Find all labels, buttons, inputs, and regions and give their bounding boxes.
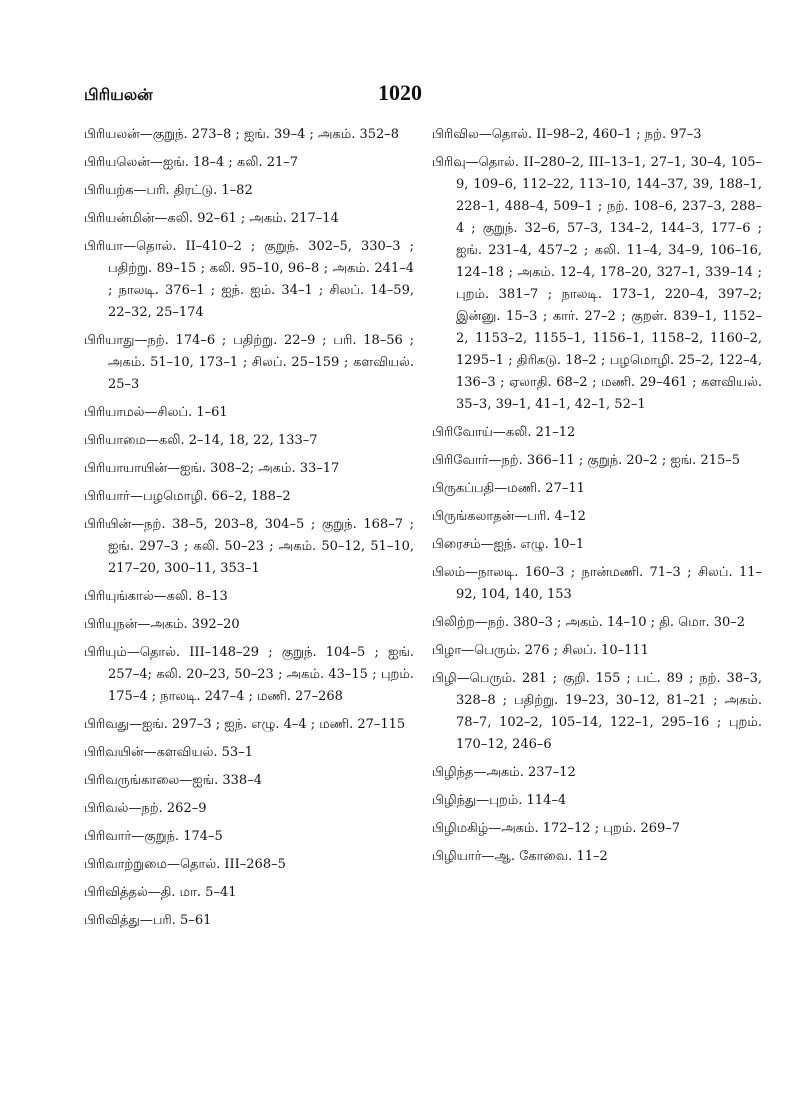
entry-references: —பழமொழி. 66–2, 188–2 bbox=[129, 489, 291, 504]
index-entry bbox=[432, 422, 762, 444]
entry-headword: பிரியன்மின் bbox=[84, 211, 155, 226]
entry-references: —ஐங். 297–3 ; ஐந். எழு. 4–4 ; மணி. 27–115 bbox=[128, 717, 406, 732]
entry-headword: பிரியாமை bbox=[84, 433, 146, 448]
entry-references: —ஐங். 338–4 bbox=[179, 773, 262, 788]
left-column bbox=[84, 124, 414, 938]
entry-headword: பிரியற்க bbox=[84, 183, 134, 198]
entry-headword: பிழா bbox=[432, 643, 462, 658]
index-entry bbox=[84, 614, 414, 636]
index-entry bbox=[84, 826, 414, 848]
entry-references: —புறம். 114–4 bbox=[476, 793, 567, 808]
entry-references: —தொல். II–280–2, III–13–1, 27–1, 30–4, 105–9, 109–6, 112–22, 113–10, 144–37, 39, 188–1, 228–1, 488–4, 509–1 ; நற். 108–6, 237–3, 288–4 ; குறுந். 32–6, 57–3, 134–2, 144–3, 177–6 ; ஐங். 231–4, 457–2 ; கலி. 11–4, 34–9, 106–16, 124–18 ; அகம். 12–4, 178–20, 327–1, 339–14 ; புறம். 381–7 ; நாலடி. 173–1, 220–4, 397–2; இன்னு. 15–3 ; கார். 27–2 ; குறள். 839–1, 1152–2, 1153–2, 1155–1, 1156–1, 1158–2, 1160–2, 1295–1 ; திரிகடு. 18–2 ; பழமொழி. 25–2, 122–4, 136–3 ; ஏலாதி. 68–2 ; மணி. 29–461 ; களவியல். 35–3, 39–1, 41–1, 42–1, 52–1 bbox=[456, 155, 762, 412]
entry-headword: பிரைசம் bbox=[432, 537, 481, 552]
index-entry bbox=[84, 770, 414, 792]
entry-references: —நற். 366–11 ; குறுந். 20–2 ; ஐங். 215–5 bbox=[488, 453, 741, 468]
index-entry bbox=[432, 124, 762, 146]
entry-headword: பிரிவருங்காலை bbox=[84, 773, 180, 788]
entry-references: —நற். 174–6 ; பதிற்று. 22–9 ; பரி. 18–56 ; அகம். 51–10, 173–1 ; சிலப். 25–159 ; களவியல். 25–3 bbox=[108, 333, 414, 392]
entry-headword: பிரியலென் bbox=[84, 155, 150, 170]
entry-references: —நாலடி. 160–3 ; நான்மணி. 71–3 ; சிலப். 11–92, 104, 140, 153 bbox=[456, 565, 762, 602]
entry-references: —பரி. திரட்டு. 1–82 bbox=[133, 183, 253, 198]
entry-references: —கலி. 8–13 bbox=[153, 589, 228, 604]
entry-headword: பிரியாது bbox=[84, 333, 135, 348]
index-entry bbox=[84, 586, 414, 608]
entry-references: —கலி. 2–14, 18, 22, 133–7 bbox=[145, 433, 318, 448]
entry-references: —தொல். III–268–5 bbox=[166, 857, 286, 872]
entry-headword: பிரிவல் bbox=[84, 801, 129, 816]
index-entry bbox=[84, 152, 414, 174]
index-entry bbox=[84, 124, 414, 146]
entry-headword: பிரியா bbox=[84, 239, 124, 254]
index-entry bbox=[84, 208, 414, 230]
entry-headword: பிரியுங்கால் bbox=[84, 589, 154, 604]
entry-headword: பிரிவயின் bbox=[84, 745, 144, 760]
index-entry bbox=[84, 854, 414, 876]
entry-headword: பிழிந்த bbox=[432, 765, 474, 780]
entry-headword: பிலம் bbox=[432, 565, 466, 580]
entry-references: —கலி. 92–61 ; அகம். 217–14 bbox=[154, 211, 339, 226]
index-entry bbox=[84, 180, 414, 202]
right-column bbox=[432, 124, 762, 874]
entry-references: —பரி. 4–12 bbox=[514, 509, 586, 524]
index-entry bbox=[84, 236, 414, 324]
index-entry bbox=[84, 402, 414, 424]
entry-headword: பிரிவு bbox=[432, 155, 466, 170]
index-entry bbox=[84, 514, 414, 580]
index-entry bbox=[432, 534, 762, 556]
page-number: 1020 bbox=[378, 80, 422, 105]
index-entry bbox=[432, 612, 762, 634]
entry-headword: பிரியார் bbox=[84, 489, 130, 504]
entry-references: —ஐந். எழு. 10–1 bbox=[480, 537, 585, 552]
entry-headword: பிருகப்பதி bbox=[432, 481, 495, 496]
entry-references: —பரி. 5–61 bbox=[139, 913, 212, 928]
entry-references: —களவியல். 53–1 bbox=[143, 745, 253, 760]
entry-references: —நற். 38–5, 203–8, 304–5 ; குறுந். 168–7 ; ஐங். 297–3 ; கலி. 50–23 ; அகம். 50–12, 51–10, 217–20, 300–11, 353–1 bbox=[108, 517, 414, 576]
entry-headword: பிலிற்ற bbox=[432, 615, 475, 630]
entry-references: —ஐங். 308–2; அகம். 33–17 bbox=[167, 461, 340, 476]
entry-headword: பிரிவில bbox=[432, 127, 479, 142]
entry-headword: பிரியாயாயின் bbox=[84, 461, 168, 476]
entry-references: —ஐங். 18–4 ; கலி. 21–7 bbox=[149, 155, 299, 170]
entry-headword: பிரிவது bbox=[84, 717, 129, 732]
entry-headword: பிரிவாற்றுமை bbox=[84, 857, 167, 872]
entry-headword: பிரிவோய் bbox=[432, 425, 493, 440]
entry-references: —பெரும். 276 ; சிலப். 10–111 bbox=[461, 643, 649, 658]
entry-references: —தொல். II–98–2, 460–1 ; நற். 97–3 bbox=[478, 127, 702, 142]
index-entry bbox=[432, 846, 762, 868]
entry-headword: பிருங்கலாதன் bbox=[432, 509, 515, 524]
entry-references: —சிலப். 1–61 bbox=[144, 405, 228, 420]
running-head: பிரியலன் bbox=[84, 85, 153, 104]
index-entry bbox=[84, 882, 414, 904]
entry-references: —தொல். II–410–2 ; குறுந். 302–5, 330–3 ; பதிற்று. 89–15 ; கலி. 95–10, 96–8 ; அகம். 241–4 ; நாலடி. 376–1 ; ஐந். ஐம். 34–1 ; சிலப். 14–59, 22–32, 25–174 bbox=[108, 239, 414, 320]
index-entry bbox=[84, 742, 414, 764]
index-entry bbox=[432, 450, 762, 472]
entry-references: —பெரும். 281 ; குறி. 155 ; பட். 89 ; நற். 38–3, 328–8 ; பதிற்று. 19–23, 30–12, 81–21 ; அகம். 78–7, 102–2, 105–14, 122–1, 295–16 ; புறம். 170–12, 246–6 bbox=[456, 671, 762, 752]
entry-headword: பிரியும் bbox=[84, 645, 127, 660]
entry-references: —தி. மா. 5–41 bbox=[147, 885, 237, 900]
entry-headword: பிரிவார் bbox=[84, 829, 132, 844]
entry-headword: பிரிவித்தல் bbox=[84, 885, 148, 900]
entry-headword: பிரியாமல் bbox=[84, 405, 145, 420]
entry-headword: பிரியலன் bbox=[84, 127, 140, 142]
index-entry bbox=[84, 714, 414, 736]
entry-references: —அகம். 392–20 bbox=[137, 617, 240, 632]
entry-headword: பிரிவித்து bbox=[84, 913, 140, 928]
index-entry bbox=[432, 818, 762, 840]
entry-headword: பிரியின் bbox=[84, 517, 132, 532]
index-entry bbox=[84, 798, 414, 820]
index-entry bbox=[432, 790, 762, 812]
entry-references: —கலி. 21–12 bbox=[492, 425, 576, 440]
entry-references: —குறுந். 273–8 ; ஐங். 39–4 ; அகம். 352–8 bbox=[139, 127, 400, 142]
index-entry bbox=[84, 486, 414, 508]
index-entry bbox=[432, 562, 762, 606]
index-entry bbox=[432, 478, 762, 500]
index-entry bbox=[432, 640, 762, 662]
index-entry bbox=[432, 668, 762, 756]
entry-headword: பிரியுநன் bbox=[84, 617, 138, 632]
entry-references: —குறுந். 174–5 bbox=[131, 829, 223, 844]
index-entry bbox=[84, 642, 414, 708]
index-entry bbox=[432, 506, 762, 528]
entry-references: —அகம். 237–12 bbox=[473, 765, 576, 780]
entry-references: —நற். 380–3 ; அகம். 14–10 ; தி. மொ. 30–2 bbox=[474, 615, 746, 630]
index-entry bbox=[84, 330, 414, 396]
entry-references: —தொல். III–148–29 ; குறுந். 104–5 ; ஐங். 257–4; கலி. 20–23, 50–23 ; அகம். 43–15 ; புறம். 175–4 ; நாலடி. 247–4 ; மணி. 27–268 bbox=[108, 645, 414, 704]
entry-headword: பிழிந்து bbox=[432, 793, 477, 808]
index-entry bbox=[432, 762, 762, 784]
entry-references: —ஆ. கோவை. 11–2 bbox=[481, 849, 608, 864]
entry-references: —மணி. 27–11 bbox=[494, 481, 585, 496]
entry-headword: பிரிவோர் bbox=[432, 453, 489, 468]
entry-headword: பிழி bbox=[432, 671, 457, 686]
entry-headword: பிழிமகிழ் bbox=[432, 821, 489, 836]
entry-references: —அகம். 172–12 ; புறம். 269–7 bbox=[488, 821, 681, 836]
index-entry bbox=[84, 458, 414, 480]
entry-headword: பிழியார் bbox=[432, 849, 482, 864]
index-entry bbox=[84, 910, 414, 932]
index-entry bbox=[432, 152, 762, 416]
index-entry bbox=[84, 430, 414, 452]
entry-references: —நற். 262–9 bbox=[128, 801, 207, 816]
